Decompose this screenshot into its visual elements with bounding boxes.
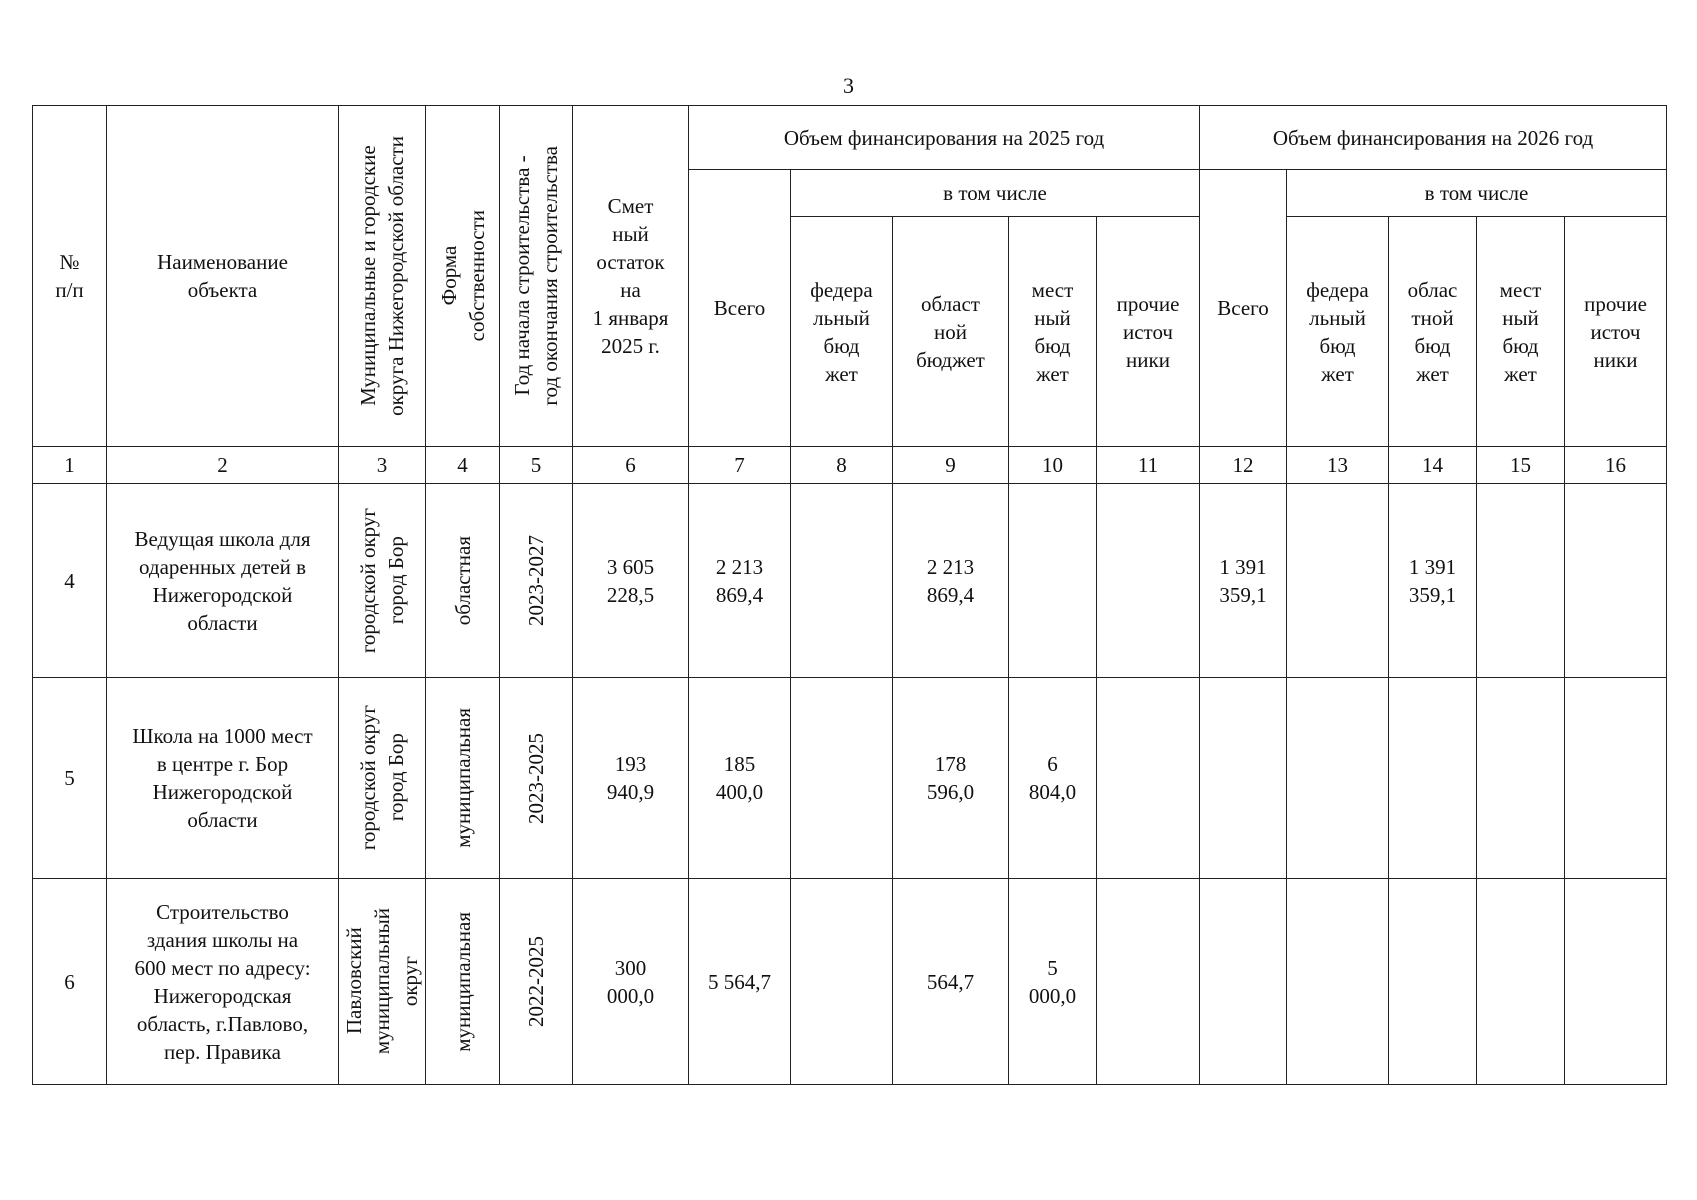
table-row: [33, 484, 1667, 678]
column-number: 7: [689, 447, 791, 484]
page-number: 3: [843, 73, 854, 98]
column-number: 1: [33, 447, 107, 484]
header-group-2025: Объем финансирования на 2025 год: [689, 106, 1200, 170]
row-years-text: 2023-2027: [524, 535, 548, 626]
column-number: 13: [1287, 447, 1389, 484]
header-balance: Смет ный остаток на 1 января 2025 г.: [573, 106, 689, 447]
row-federal-2026: [1287, 484, 1389, 678]
column-number: 5: [500, 447, 573, 484]
column-number: 16: [1565, 447, 1667, 484]
row-local-2026: [1477, 678, 1565, 879]
row-total-2026: [1200, 678, 1287, 879]
row-ownership-text: муниципальная: [450, 708, 475, 848]
header-municipality-text: Муниципальные и городские округа Нижегородской области: [356, 136, 408, 416]
row-ownership-text: областная: [450, 535, 475, 626]
header-group-2026: Объем финансирования на 2026 год: [1200, 106, 1667, 170]
row-total-2026: [1200, 879, 1287, 1085]
row-ownership-text: муниципальная: [450, 911, 475, 1052]
header-federal-2025: федера льный бюд жет: [791, 217, 893, 447]
row-municipality-text: городской округ город Бор: [356, 507, 408, 654]
row-regional-2026: 1 391 359,1: [1389, 484, 1477, 678]
financing-table: [32, 105, 1667, 1085]
row-local-2025: 5 000,0: [1009, 879, 1097, 1085]
row-local-2025: [1009, 484, 1097, 678]
header-row-top: [33, 106, 1667, 170]
header-other-2026: прочие источ ники: [1565, 217, 1667, 447]
row-federal-2026: [1287, 678, 1389, 879]
row-federal-2025: [791, 484, 893, 678]
column-number: 8: [791, 447, 893, 484]
row-balance: 300 000,0: [573, 879, 689, 1085]
row-regional-2025: 2 213 869,4: [893, 484, 1009, 678]
row-years-text: 2022-2025: [524, 936, 548, 1027]
row-regional-2025: 178 596,0: [893, 678, 1009, 879]
row-balance: 193 940,9: [573, 678, 689, 879]
row-total-2025: 185 400,0: [689, 678, 791, 879]
header-name: Наименование объекта: [107, 106, 339, 447]
row-balance: 3 605 228,5: [573, 484, 689, 678]
row-ownership: [426, 879, 500, 1085]
row-num: 6: [33, 879, 107, 1085]
row-name: Строительство здания школы на 600 мест по адресу: Нижегородская область, г.Павлово, пер. Правика: [107, 879, 339, 1085]
row-local-2025: 6 804,0: [1009, 678, 1097, 879]
header-total-2025: Всего: [689, 170, 791, 447]
row-regional-2026: [1389, 879, 1477, 1085]
column-number: 14: [1389, 447, 1477, 484]
row-ownership: [426, 484, 500, 678]
row-other-2025: [1097, 678, 1200, 879]
column-number: 10: [1009, 447, 1097, 484]
row-federal-2025: [791, 879, 893, 1085]
column-number: 3: [339, 447, 426, 484]
row-regional-2025: 564,7: [893, 879, 1009, 1085]
header-ownership-text: Форма собственности: [436, 210, 489, 342]
header-local-2026: мест ный бюд жет: [1477, 217, 1565, 447]
row-other-2026: [1565, 678, 1667, 879]
column-number: 12: [1200, 447, 1287, 484]
header-ownership: [426, 106, 500, 447]
header-federal-2026: федера льный бюд жет: [1287, 217, 1389, 447]
row-years: [500, 484, 573, 678]
row-name: Ведущая школа для одаренных детей в Нижегородской области: [107, 484, 339, 678]
row-ownership: [426, 678, 500, 879]
row-num: 4: [33, 484, 107, 678]
row-total-2026: 1 391 359,1: [1200, 484, 1287, 678]
row-other-2026: [1565, 484, 1667, 678]
table-row: [33, 678, 1667, 879]
row-municipality: [339, 678, 426, 879]
header-num: № п/п: [33, 106, 107, 447]
row-municipality-text: городской округ город Бор: [356, 705, 408, 851]
row-name: Школа на 1000 мест в центре г. Бор Нижегородской области: [107, 678, 339, 879]
header-other-2025: прочие источ ники: [1097, 217, 1200, 447]
column-number: 11: [1097, 447, 1200, 484]
header-municipality: [339, 106, 426, 447]
row-num: 5: [33, 678, 107, 879]
header-regional-2026: облас тной бюд жет: [1389, 217, 1477, 447]
row-other-2025: [1097, 879, 1200, 1085]
row-years: [500, 879, 573, 1085]
column-number: 15: [1477, 447, 1565, 484]
column-number: 4: [426, 447, 500, 484]
header-including-2026: в том числе: [1287, 170, 1667, 217]
column-number: 9: [893, 447, 1009, 484]
row-federal-2025: [791, 678, 893, 879]
column-number-row: [33, 447, 1667, 484]
table-row: [33, 879, 1667, 1085]
row-regional-2026: [1389, 678, 1477, 879]
row-municipality: [339, 484, 426, 678]
row-total-2025: 2 213 869,4: [689, 484, 791, 678]
row-years: [500, 678, 573, 879]
row-total-2025: 5 564,7: [689, 879, 791, 1085]
header-years: [500, 106, 573, 447]
column-number: 6: [573, 447, 689, 484]
row-other-2025: [1097, 484, 1200, 678]
column-number: 2: [107, 447, 339, 484]
row-local-2026: [1477, 484, 1565, 678]
header-regional-2025: област ной бюджет: [893, 217, 1009, 447]
row-municipality-text: Павловский муниципальный округ: [342, 908, 422, 1055]
header-total-2026: Всего: [1200, 170, 1287, 447]
header-years-text: Год начала строительства - год окончания строительства: [510, 146, 562, 406]
row-municipality: [339, 879, 426, 1085]
header-including-2025: в том числе: [791, 170, 1200, 217]
header-local-2025: мест ный бюд жет: [1009, 217, 1097, 447]
row-federal-2026: [1287, 879, 1389, 1085]
row-years-text: 2023-2025: [524, 732, 548, 824]
row-local-2026: [1477, 879, 1565, 1085]
row-other-2026: [1565, 879, 1667, 1085]
